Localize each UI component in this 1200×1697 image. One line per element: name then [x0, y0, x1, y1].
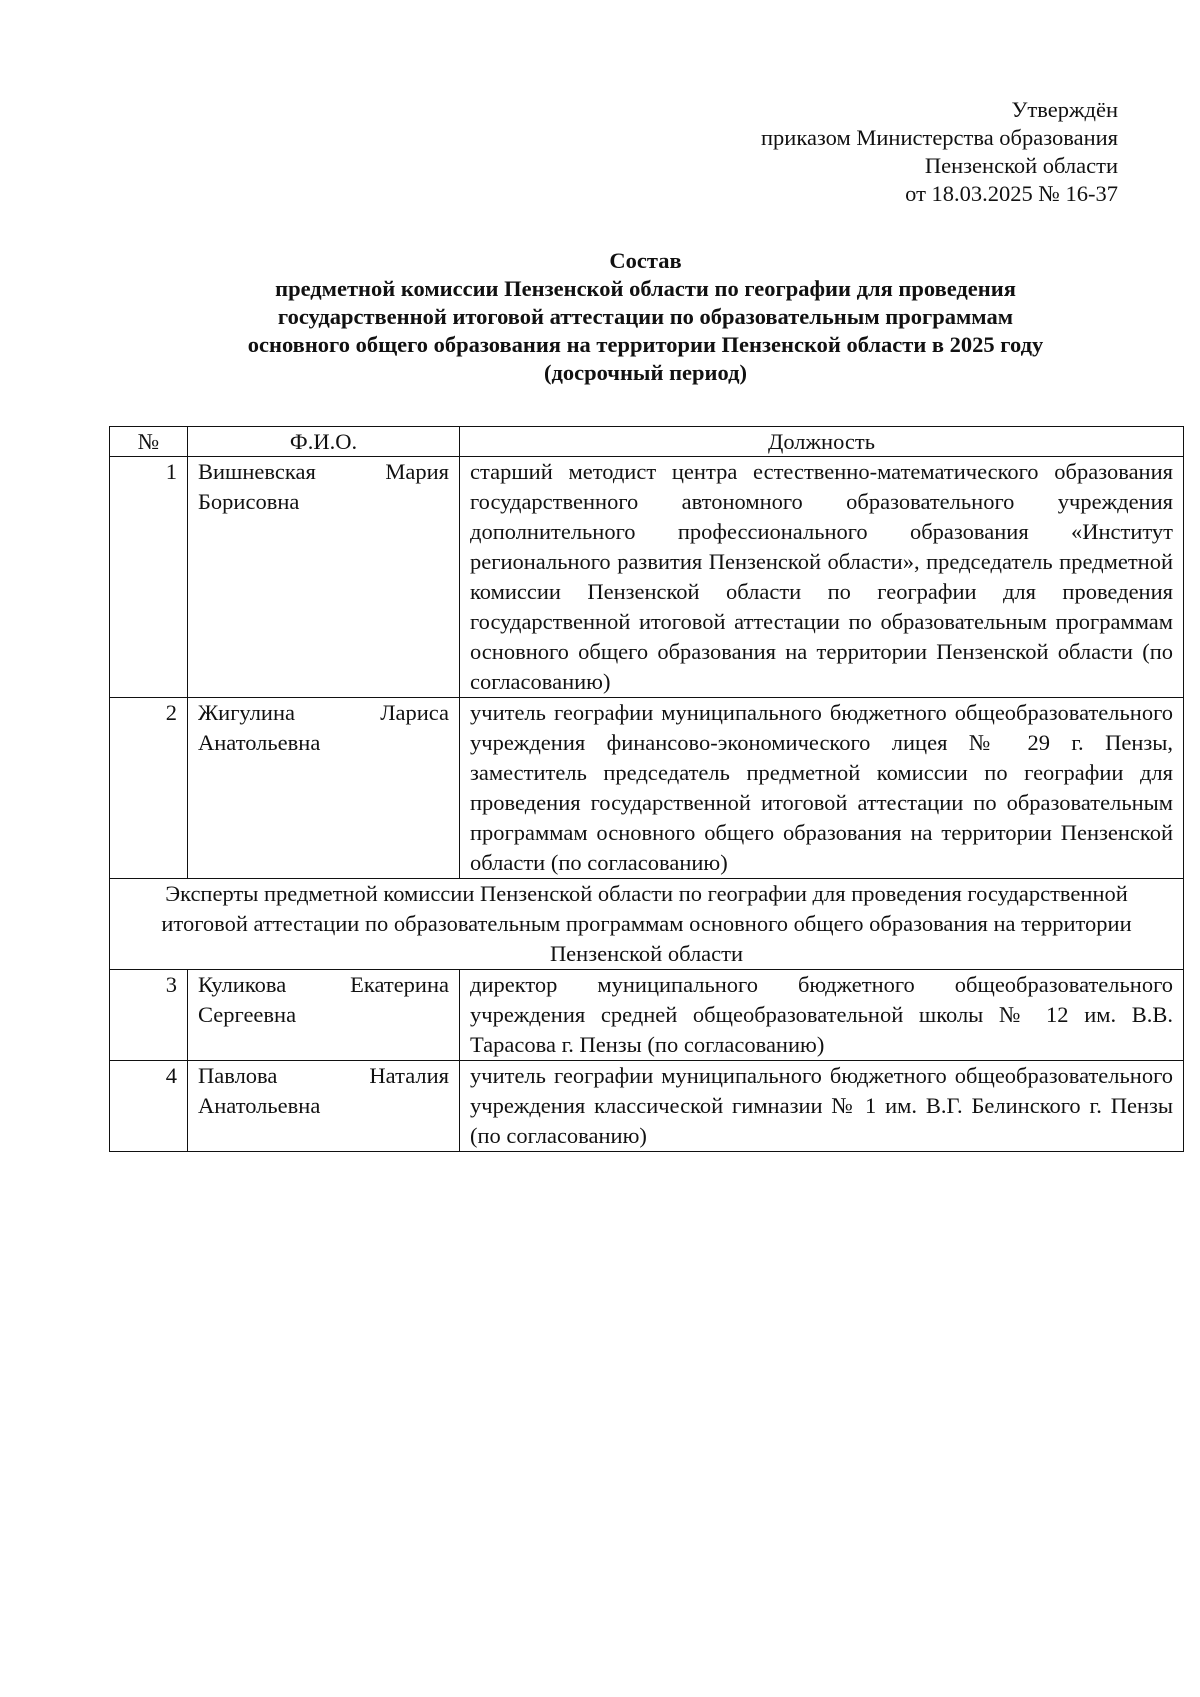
title-line-2: предметной комиссии Пензенской области по географии для проведения	[275, 276, 1016, 301]
row-position: старший методист центра естественно-математического образования государственного автономного образовательного учреждения дополнительного профессионального образования «Институт регионального развития Пензенской области», председатель предметной комиссии Пензенской области по географии для проведения государственной итоговой аттестации по образовательным программам основного общего образования на территории Пензенской области (по согласованию)	[460, 457, 1184, 698]
title-line-1: Состав	[609, 248, 682, 273]
table-row	[110, 970, 1184, 1061]
row-full-name: Куликова Екатерина Сергеевна	[188, 970, 460, 1061]
table-header-row	[110, 427, 1184, 457]
table-row	[110, 457, 1184, 698]
header-full-name: Ф.И.О.	[188, 427, 460, 457]
row-number: 4	[110, 1061, 188, 1152]
row-full-name: Павлова Наталия Анатольевна	[188, 1061, 460, 1152]
table-row	[110, 1061, 1184, 1152]
header-number: №	[110, 427, 188, 457]
row-position: учитель географии муниципального бюджетного общеобразовательного учреждения финансово-экономического лицея № 29 г. Пензы, заместитель председатель предметной комиссии по географии для проведения государственной итоговой аттестации по образовательным программам основного общего образования на территории Пензенской области (по согласованию)	[460, 698, 1184, 879]
title-line-4: основного общего образования на территории Пензенской области в 2025 году	[247, 332, 1044, 357]
approval-line-order: приказом Министерства образования	[761, 125, 1118, 150]
experts-section-row	[110, 879, 1184, 970]
row-full-name: Жигулина Лариса Анатольевна	[188, 698, 460, 879]
title-line-5: (досрочный период)	[543, 360, 747, 385]
header-position: Должность	[460, 427, 1184, 457]
title-line-3: государственной итоговой аттестации по образовательным программам	[277, 304, 1014, 329]
row-position: директор муниципального бюджетного общеобразовательного учреждения средней общеобразовательной школы № 12 им. В.В. Тарасова г. Пензы (по согласованию)	[460, 970, 1184, 1061]
row-position: учитель географии муниципального бюджетного общеобразовательного учреждения классической гимназии № 1 им. В.Г. Белинского г. Пензы (по согласованию)	[460, 1061, 1184, 1152]
experts-section-header: Эксперты предметной комиссии Пензенской области по географии для проведения государственной итоговой аттестации по образовательным программам основного общего образования на территории Пензенской области	[110, 879, 1184, 970]
row-full-name: Вишневская Мария Борисовна	[188, 457, 460, 698]
approval-line-region: Пензенской области	[924, 153, 1118, 178]
row-number: 1	[110, 457, 188, 698]
row-number: 3	[110, 970, 188, 1061]
commission-table	[109, 426, 1184, 1152]
table-row	[110, 698, 1184, 879]
approval-line-date-number: от 18.03.2025 № 16-37	[905, 181, 1118, 206]
row-number: 2	[110, 698, 188, 879]
approval-line-approved: Утверждён	[1011, 97, 1118, 122]
document-title	[109, 247, 1182, 387]
approval-block	[761, 96, 1118, 208]
